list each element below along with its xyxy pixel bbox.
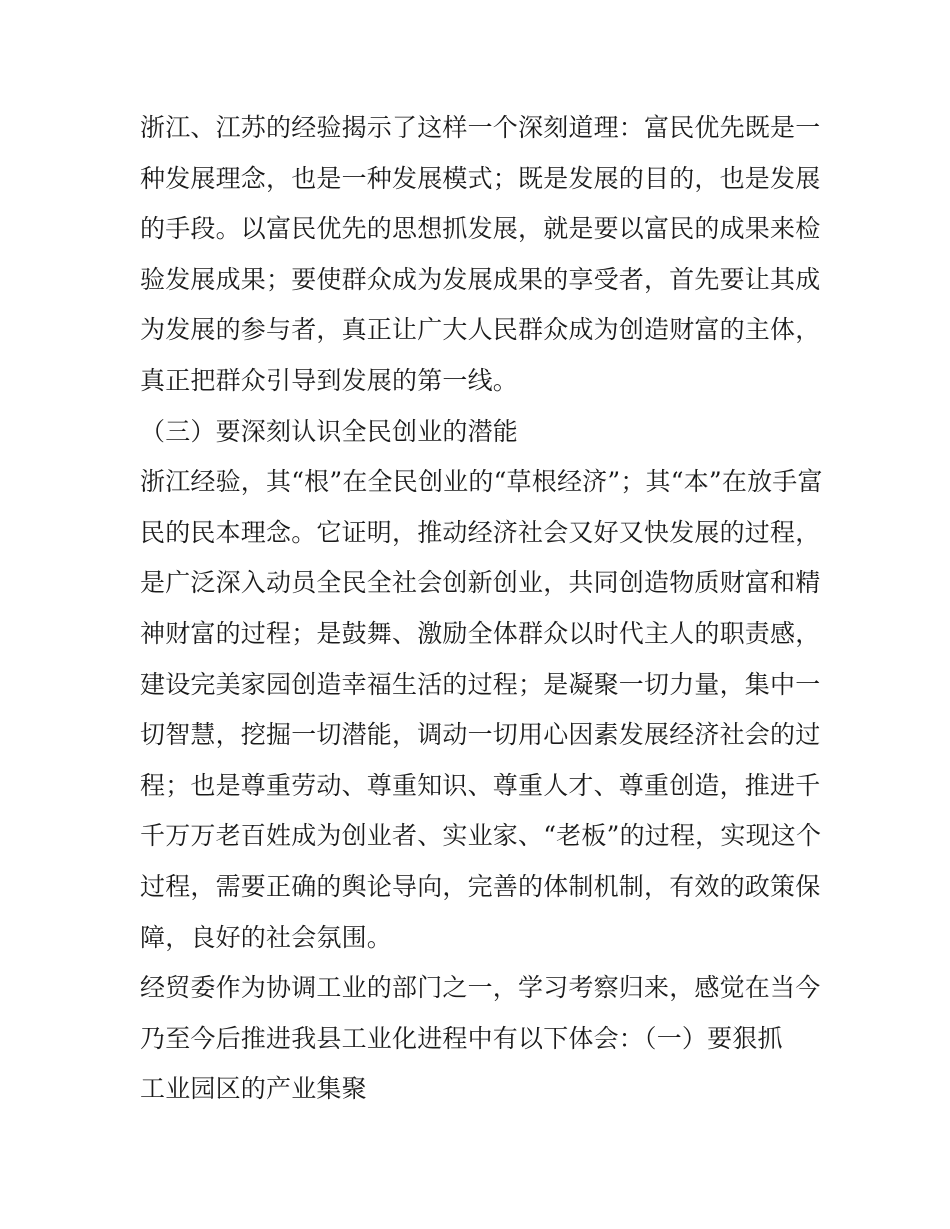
section-heading: （三）要深刻认识全民创业的潜能 [140, 416, 519, 446]
text-line: 的手段。以富民优先的思想抓发展，就是要以富民的成果来检 [140, 214, 821, 244]
text-line: 种发展理念，也是一种发展模式；既是发展的目的，也是发展 [140, 163, 821, 193]
text-line: 神财富的过程；是鼓舞、激励全体群众以时代主人的职责感， [140, 618, 821, 648]
text-line: 为发展的参与者，真正让广大人民群众成为创造财富的主体， [140, 315, 821, 345]
text-line: 经贸委作为协调工业的部门之一，学习考察归来，感觉在当今 [140, 973, 821, 1003]
document-body [140, 103, 823, 1115]
text-line: 千万万老百姓成为创业者、实业家、“老板”的过程，实现这个 [140, 821, 822, 851]
text-line: 验发展成果；要使群众成为发展成果的享受者，首先要让其成 [140, 264, 821, 294]
text-line: 乃至今后推进我县工业化进程中有以下体会：（一）要狠抓 [140, 1023, 783, 1053]
text-line: 障，良好的社会氛围。 [140, 922, 393, 952]
text-line: 工业园区的产业集聚 [140, 1074, 367, 1104]
text-line: 建设完美家园创造幸福生活的过程；是凝聚一切力量，集中一 [140, 669, 821, 699]
text-line: 过程，需要正确的舆论导向，完善的体制机制，有效的政策保 [140, 871, 821, 901]
text-line: 是广泛深入动员全民全社会创新创业，共同创造物质财富和精 [140, 568, 821, 598]
text-line: 浙江、江苏的经验揭示了这样一个深刻道理：富民优先既是一 [140, 113, 821, 142]
text-line: 切智慧，挖掘一切潜能，调动一切用心因素发展经济社会的过 [140, 720, 821, 750]
text-line: 浙江经验，其“根”在全民创业的“草根经济”；其“本”在放手富 [140, 467, 823, 497]
text-line: 真正把群众引导到发展的第一线。 [140, 365, 519, 395]
text-line: 民的民本理念。它证明，推动经济社会又好又快发展的过程， [140, 517, 821, 547]
text-line: 程；也是尊重劳动、尊重知识、尊重人才、尊重创造，推进千 [140, 770, 821, 800]
